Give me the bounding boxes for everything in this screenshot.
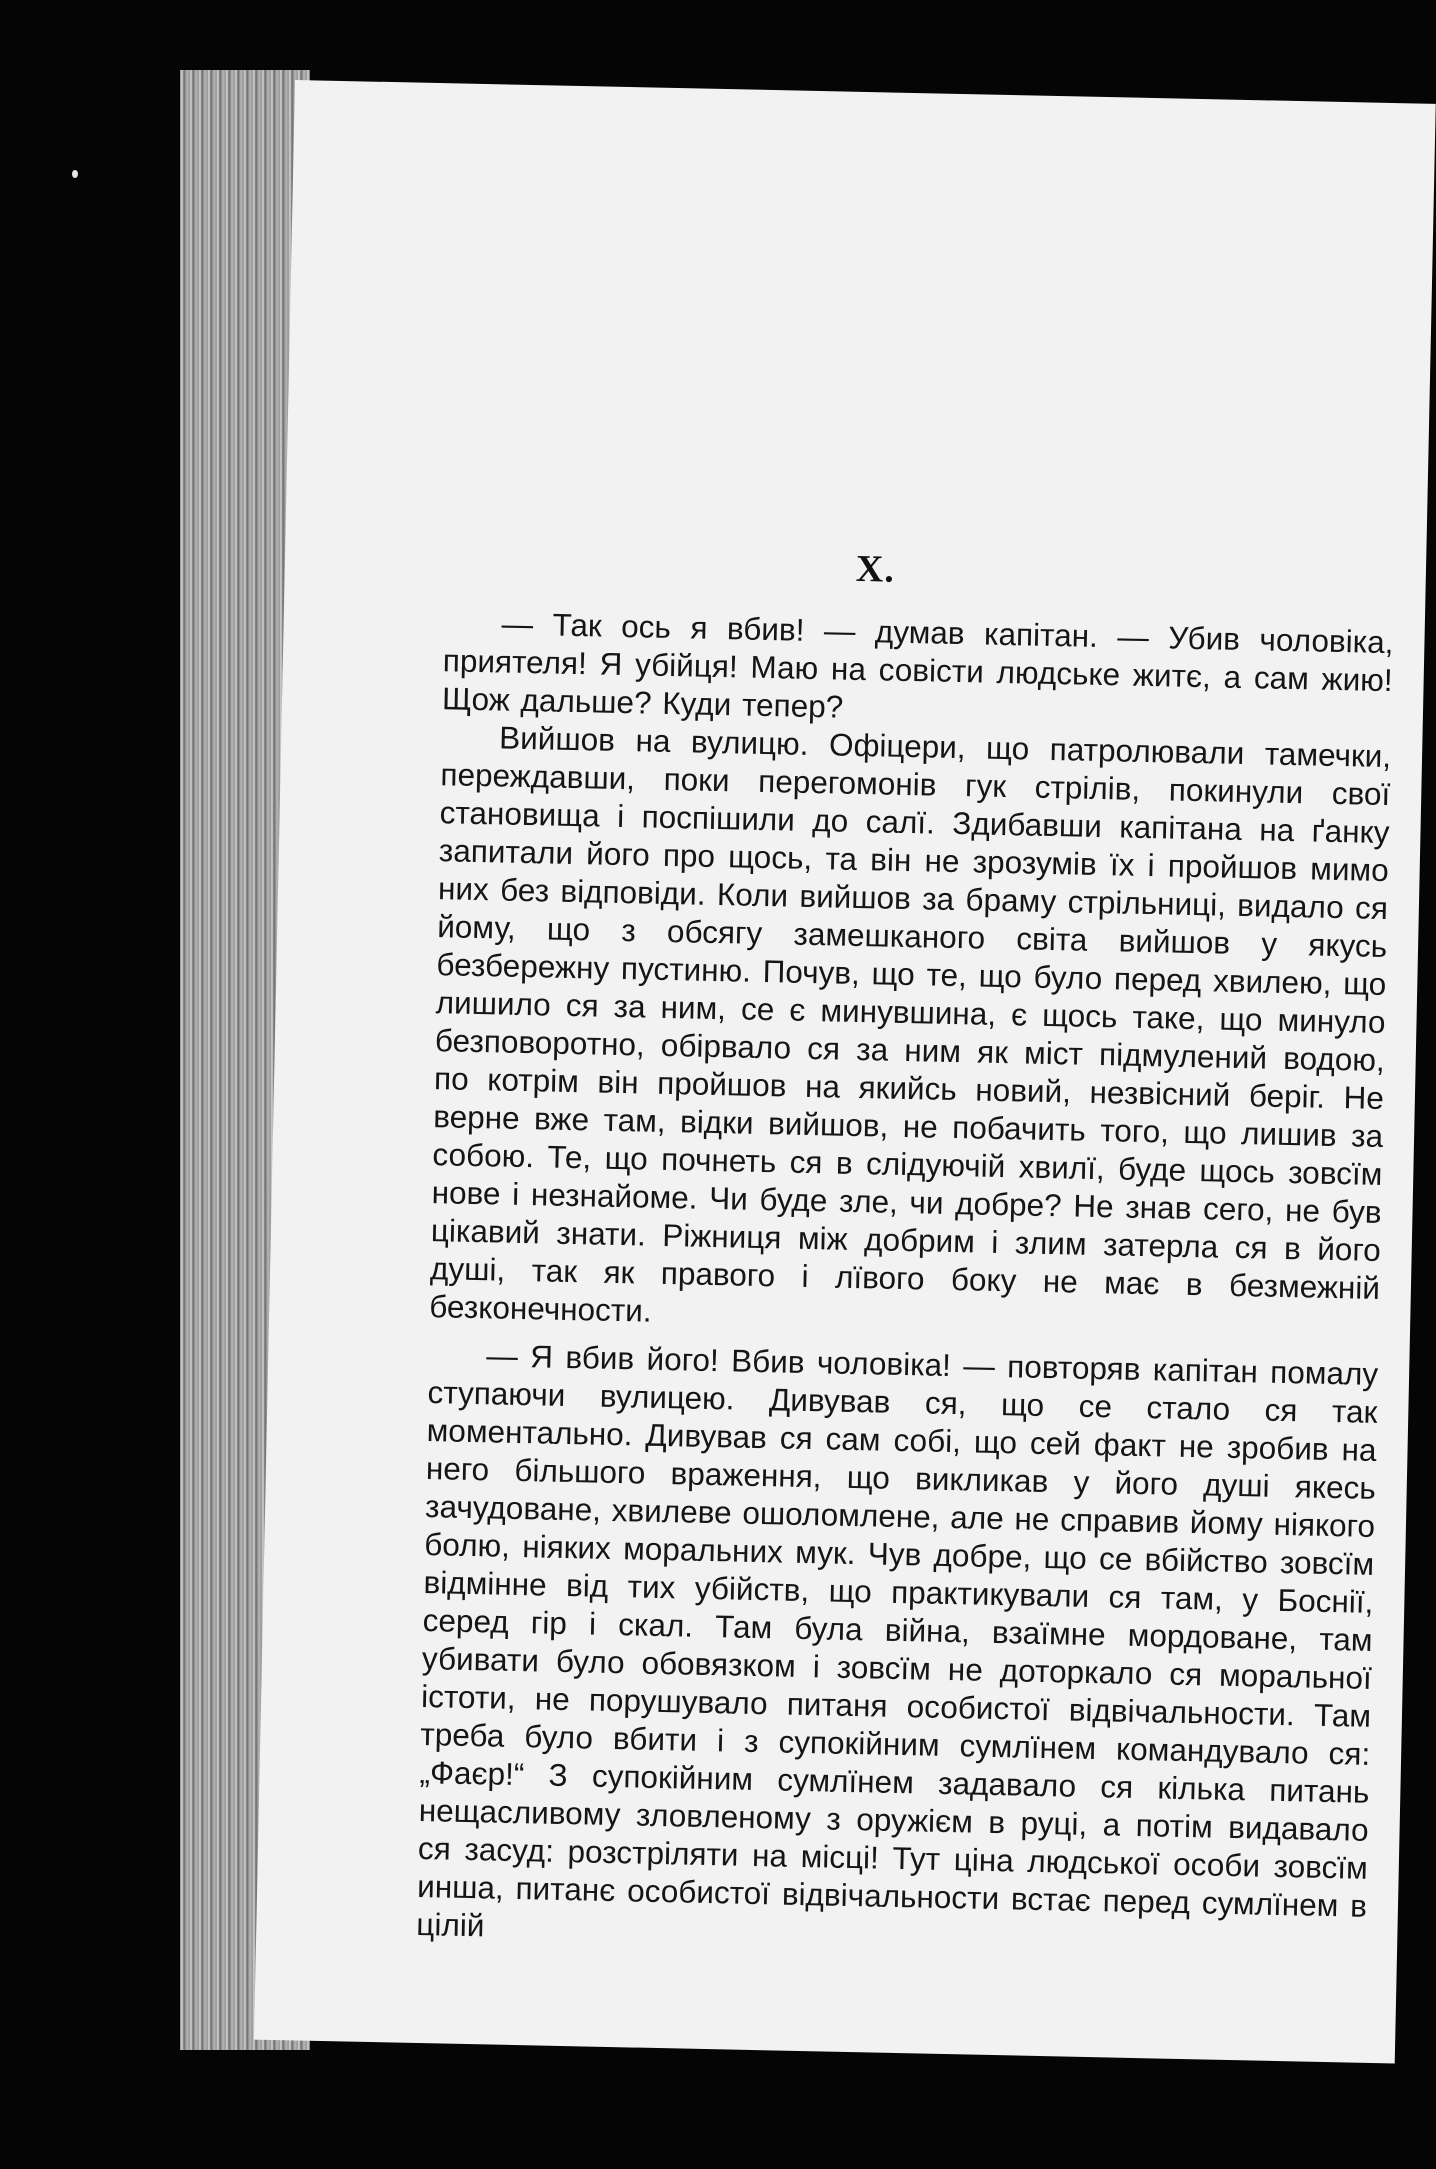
film-speck <box>72 170 78 178</box>
paragraph: Вийшов на вулицю. Офіцери, що патролювали тамечки, переждавши, поки перегомонів гук стрілів, покинули свої становища і поспішили до салї. Здибавши капітана на ґанку запитали його про щось, та він не зрозумів їх і пройшов мимо них без відповіди. Коли вийшов за браму стрільниці, видало ся йому, що з обсягу замешканого світа вийшов у якусь безбережну пустиню. Почув, що те, що було перед хвилею, що лишило ся за ним, се є минувшина, є щось таке, що минуло безповоротно, обірвало ся за ним як міст підмулений водою, по котрім він пройшов на якийсь новий, незвісний беріг. Не верне вже там, відки вийшов, не побачить того, що лишив за собою. Те, що почнеть ся в слідуючій хвилї, буде щось зовсїм нове і незнайоме. Чи буде зле, чи добре? Не знав сего, не був цікавий знати. Ріжниця між добрим і злим затерла ся в його душі, так як правого і лївого боку не має в безмежній безконечности. <box>428 719 1392 1329</box>
book-page <box>254 80 1436 2063</box>
paragraph: — Я вбив його! Вбив чоловіка! — повторяв капітан помалу ступаючи вулицею. Дивував ся, що се стало ся так моментально. Дивував ся сам собі, що сей факт не зробив на него більшого враження, що викликав у його душі якесь зачудоване, хвилеве ошоломлене, але не справив йому ніякого болю, ніяких моральних мук. Чув добре, що се вбійство зовсїм відмінне від тих убійств, що практикували ся там, у Боснії, серед гір і скал. Там була війна, взаїмне мордоване, там убивати було обовязком і зовсїм не доторкало ся моральної істоти, не порушувало питаня особистої відвічальности. Там треба було вбити і з супокійним сумлїнем командувало ся: „Фаєр!“ З супокійним сумлїнем задавало ся кілька питань нещасливому зловленому з оружієм в руці, а потім видавало ся засуд: розстріляти на місці! Тут ціна людської особи зовсїм инша, питанє особистої відвічальности встає перед сумлїнем в цілій <box>416 1337 1379 1944</box>
body-text <box>416 603 1394 1963</box>
chapter-heading: X. <box>855 547 896 591</box>
paragraph: — Так ось я вбив! — думав капітан. — Убив чоловіка, приятеля! Я убійця! Маю на совісти людське житє, а сам жию! Щож дальше? Куди тепер? <box>441 605 1394 725</box>
